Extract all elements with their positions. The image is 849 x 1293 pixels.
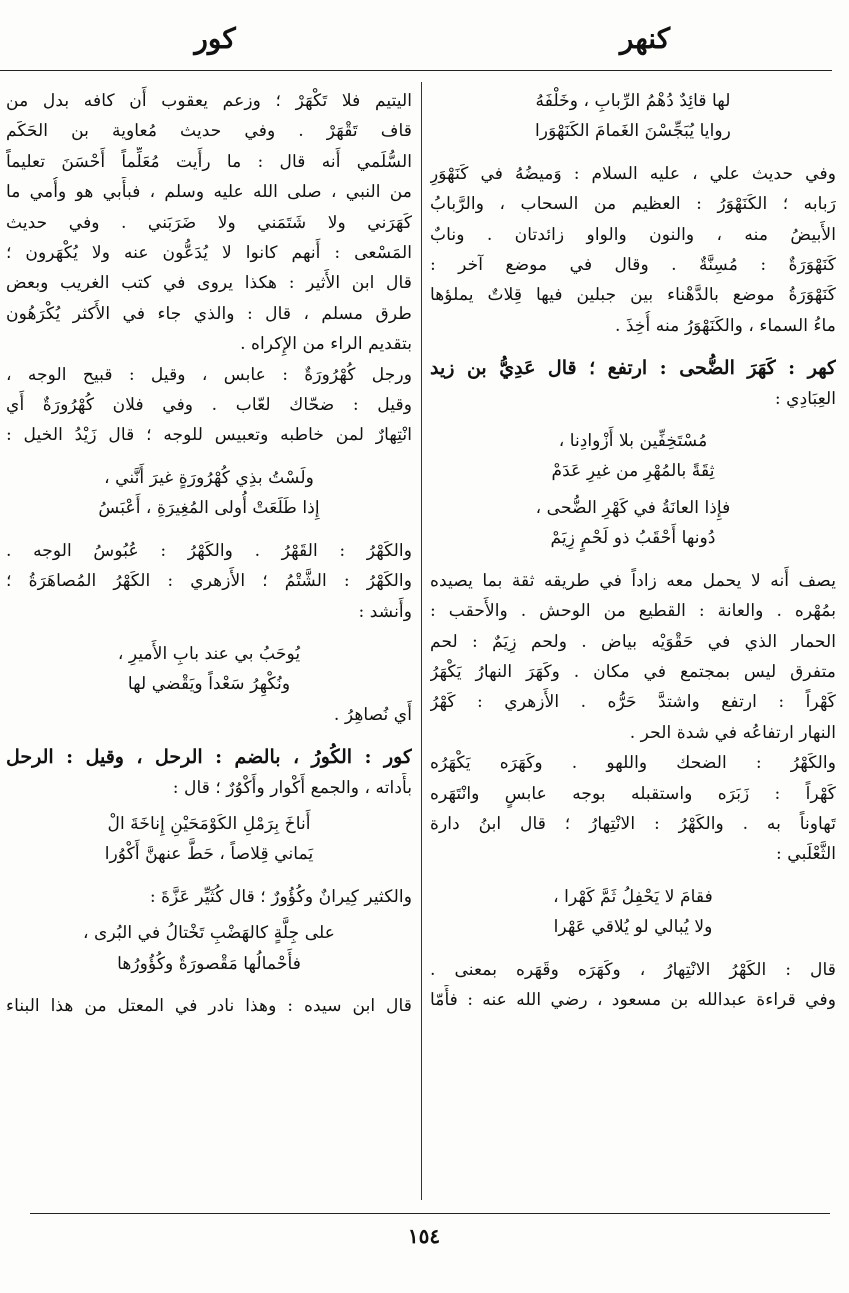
text-line: المَسْعى : أَنهم كانوا لا يُدَعُّون عنه ولا يُكْهَرون ؛ xyxy=(6,243,412,264)
text-line: تَهاوناً به . والكَهْرُ : الانْتِهارُ ؛ قال ابنُ دارة xyxy=(430,813,836,834)
spacer xyxy=(430,943,836,955)
verse-line: أَناخَ بِرَمْلِ الكَوْمَحَيْنِ إِناخَةَ الْ xyxy=(107,813,311,834)
text-line: قال ابن سيده : وهذا نادر في المعتل من هذا البناء xyxy=(6,995,412,1016)
text-line: وأَنشد : xyxy=(358,601,412,622)
text-line: قال ابن الأَثير : هكذا يروى في كتب الغريب وبعض xyxy=(6,273,412,294)
page-number: ١٥٤ xyxy=(407,1224,441,1248)
spacer xyxy=(430,554,836,566)
spacer xyxy=(6,979,412,991)
text-line: انْتِهارٌ لمن خاطبه وتعبيس للوجه ؛ قال زَيْدُ الخيل : xyxy=(6,425,412,446)
text-line: متفرق ليس بمجتمع في مكان . وكَهَرَ النهارُ يَكْهَرُ xyxy=(430,661,836,682)
verse-line: على جِلَّةٍ كالهَضْبِ تَخْتالُ في البُرى ، xyxy=(83,923,335,944)
spacer xyxy=(6,451,412,463)
text-line: قال : الكَهْرُ الانْتِهارُ ، وكَهَرَه وقَهَره بمعنى . xyxy=(430,959,836,980)
text-line: رَبابه ؛ الكَنَهْوَرُ : العظيم من السحاب ، والرَّبابُ xyxy=(430,194,836,215)
text-line: الحمار الذي في حَقْوَيْه بياض . ولحم زِيَمٌ : لحم xyxy=(430,631,836,652)
spacer xyxy=(430,147,836,159)
text-line: ماءُ السماء ، والكَنَهْوَرُ منه أُخِذَ . xyxy=(614,315,836,336)
text-line: يصف أَنه لا يحمل معه زاداً في طريقه ثقة بما يصيده xyxy=(430,570,836,591)
left-column xyxy=(6,86,412,1021)
bottom-rule xyxy=(30,1213,830,1214)
text-line: السُّلَمي أَنه قال : ما رأَيت مُعَلِّماً أَحْسَنَ تعليماً xyxy=(6,151,412,172)
column-divider xyxy=(421,82,422,1200)
text-line: النهار ارتفاعُه في شدة الحر . xyxy=(629,722,836,743)
text-line: بمُهْره . والعانة : القطيع من الوحش . والأَحقب : xyxy=(430,601,836,622)
text-line: كَهَرَني ولا شَتَمَني ولا ضَرَبَني . وفي حديث xyxy=(6,212,412,233)
text-line: والكَهْرُ : الشَّتْمُ ؛ الأَزهري : الكَهْرُ المُصاهَرَةُ ؛ xyxy=(6,571,412,592)
text-line: كَنَهْوَرَةُ موضع بالدَّهْناء بين جبلين فيها قِلاتٌ يملؤها xyxy=(430,285,836,306)
text-line: اليتيم فلا تَكْهَرْ ؛ وزعم يعقوب أَن كافه بدل من xyxy=(6,91,412,111)
text-line: الثَّعْلَبي : xyxy=(776,844,836,865)
text-line: والكَهْرُ : الضحك واللهو . وكَهَرَه يَكْهَرُه xyxy=(430,753,836,774)
spacer xyxy=(6,730,412,742)
verse-line: ونُكْهِرُ سَعْداً ويَقْضي لها xyxy=(127,674,291,695)
verse-line: ولا يُبالي لو يُلاقي عَهْرا xyxy=(553,917,713,938)
text-line: بأَداته ، والجمع أَكْوار وأَكْوُرٌ ؛ قال : xyxy=(172,777,412,798)
entry-headword-line: كور : الكُورُ ، بالضم : الرحل ، وقيل : الرحل xyxy=(6,746,412,769)
entry-headword-line: كهر : كَهَرَ الضُّحى : ارتفع ؛ قال عَدِيُّ بن زيد xyxy=(430,357,836,380)
spacer xyxy=(6,524,412,536)
text-line: كَهْراً : زَبَرَه واستقبله بوجه عابسٍ وانْتَهَره xyxy=(430,783,836,804)
right-column xyxy=(430,86,836,1015)
spacer xyxy=(430,870,836,882)
spacer xyxy=(6,870,412,882)
spacer xyxy=(430,341,836,353)
verse-line: فأَحْمالُها مَقْصورَةٌ وكُؤُورُها xyxy=(117,953,301,974)
header-entry-right: كنهر xyxy=(619,22,671,55)
verse-line: فقامَ لا يَحْفِلُ ثَمَّ كَهْرا ، xyxy=(553,886,713,907)
verse-line: يُوحَبُ بي عند بابِ الأَميرِ ، xyxy=(117,643,301,664)
verse-line: روايا يُبَجِّسْنَ الغَمامَ الكَنَهْوَرا xyxy=(535,121,731,142)
text-line: ورجل كُهْرُورَةٌ : عابس ، وقيل : قبيح الوجه ، xyxy=(6,364,412,385)
text-line: بتقديم الراء من الإِكراه . xyxy=(240,334,412,355)
text-line: أَي نُصاهِرُ . xyxy=(333,704,412,725)
text-line: وقيل : ضحّاك لعّاب . وفي فلان كُهْرُورَةٌ أَي xyxy=(6,395,412,416)
text-line: قاف تَقْهَرْ . وفي حديث مُعاوية بن الحَكَم xyxy=(6,121,412,142)
verse-line: فإِذا العانَةُ في كَهْرِ الضُّحى ، xyxy=(535,497,731,518)
text-line: العِبَادِي : xyxy=(774,388,836,409)
text-line: كَهْراً : ارتفع واشتدَّ حَرُّه . الأَزهري : كَهْرُ xyxy=(430,692,836,713)
text-line: كَنَهْوَرَةٌ : مُسِنَّةٌ . وقال في موضع آخر : xyxy=(430,255,836,276)
text-line: وفي حديث علي ، عليه السلام : وَميضُهُ في كَنَهْوَرِ xyxy=(430,163,836,184)
verse-line: ولَسْتُ بذِي كُهْرُورَةٍ غيرَ أَنَّني ، xyxy=(104,467,314,488)
spacer xyxy=(6,627,412,639)
verse-line: لها قائِدٌ دُهْمُ الرِّبابِ ، وخَلْفَهُ xyxy=(535,91,731,111)
verse-line: ثِقَةً بالمُهْرِ من غيرِ عَدَمْ xyxy=(551,461,715,482)
verse-line: يَماني قِلاصاً ، حَطَّ عنهنَّ أَكْوُرا xyxy=(104,844,314,865)
text-line: وفي قراءة عبدالله بن مسعود ، رضي الله عنه : فأَمّا xyxy=(430,989,836,1010)
text-line: والكثير كِيرانٌ وكُؤُورٌ ؛ قال كُثَيِّر عَزَّةَ : xyxy=(149,886,412,907)
text-line: من النبي ، صلى الله عليه وسلم ، فبأَبي هو وأُمي ما xyxy=(6,182,412,203)
top-rule xyxy=(0,70,832,71)
header-entry-left: كور xyxy=(194,22,236,55)
verse-line: إِذا طَلَعَتْ أُولى المُغِيرَةِ ، أَعْبَسُ xyxy=(98,498,320,519)
spacer xyxy=(430,414,836,426)
text-line: الأَبيضُ منه ، والنون والواو زائدتان . ونابٌ xyxy=(430,224,836,245)
verse-line: دُونها أَحْقَبُ ذو لَحْمٍ زِيَمْ xyxy=(550,528,716,549)
text-line: والكَهْرُ : القَهْرُ . والكَهْرُ : عُبُوسُ الوجه . xyxy=(6,540,412,561)
verse-line: مُسْتَخِفِّين بلا أَزْوادِنا ، xyxy=(558,431,708,452)
text-line: طرق مسلم ، قال : والذي جاء في الأَكثر يُكْرَهُون xyxy=(6,303,412,324)
